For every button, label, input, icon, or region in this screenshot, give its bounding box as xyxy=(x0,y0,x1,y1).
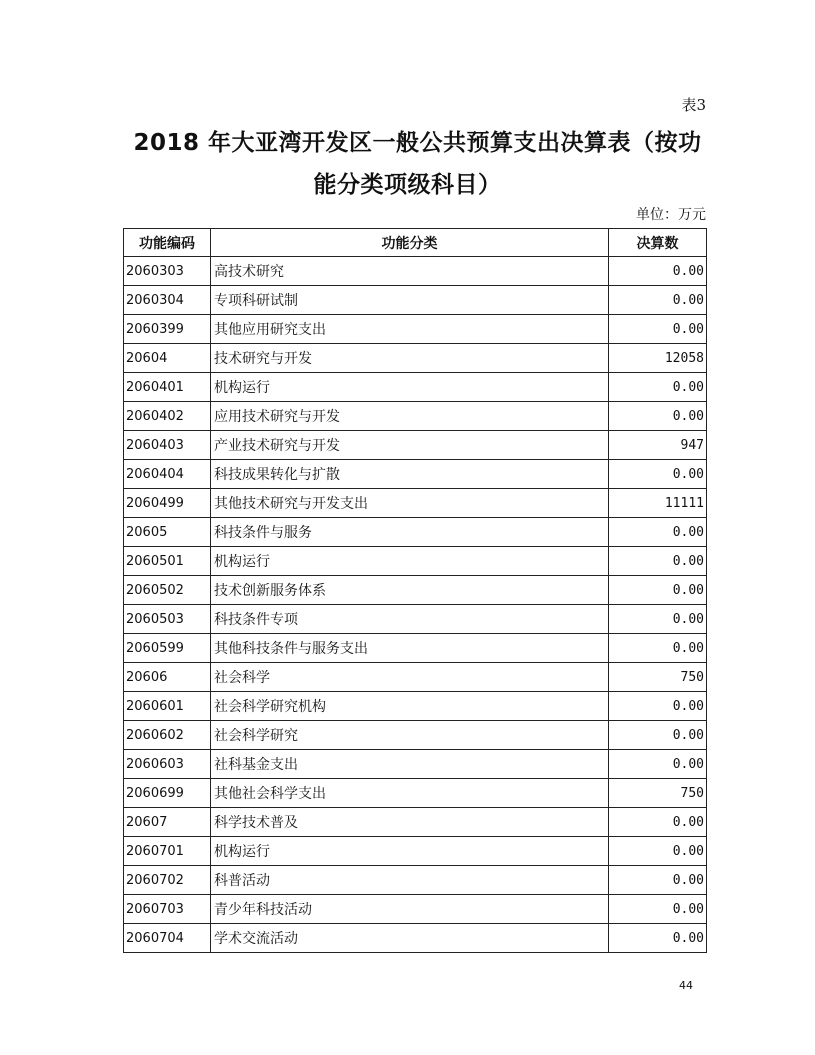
page-title: 2018 年大亚湾开发区一般公共预算支出决算表（按功 xyxy=(133,130,702,156)
cell-code: 20607 xyxy=(124,808,211,837)
cell-code: 20605 xyxy=(124,518,211,547)
table-row xyxy=(124,460,707,489)
cell-code: 2060704 xyxy=(124,924,211,953)
cell-name: 青少年科技活动 xyxy=(211,895,609,924)
cell-name: 应用技术研究与开发 xyxy=(211,402,609,431)
cell-amount: 0.00 xyxy=(609,460,707,489)
cell-code: 20604 xyxy=(124,344,211,373)
cell-amount: 0.00 xyxy=(609,518,707,547)
cell-code: 2060601 xyxy=(124,692,211,721)
cell-name: 技术创新服务体系 xyxy=(211,576,609,605)
page-title-continued: 能分类项级科目） xyxy=(313,172,502,198)
cell-name: 机构运行 xyxy=(211,373,609,402)
cell-name: 科技成果转化与扩散 xyxy=(211,460,609,489)
cell-amount: 0.00 xyxy=(609,866,707,895)
cell-code: 2060401 xyxy=(124,373,211,402)
cell-amount: 0.00 xyxy=(609,286,707,315)
header-amount: 决算数 xyxy=(609,229,707,257)
cell-name: 社科基金支出 xyxy=(211,750,609,779)
table-row xyxy=(124,489,707,518)
table-body xyxy=(124,257,707,953)
cell-name: 社会科学研究 xyxy=(211,721,609,750)
table-row xyxy=(124,634,707,663)
cell-amount: 0.00 xyxy=(609,373,707,402)
cell-name: 机构运行 xyxy=(211,837,609,866)
cell-amount: 0.00 xyxy=(609,576,707,605)
cell-name: 其他技术研究与开发支出 xyxy=(211,489,609,518)
cell-code: 2060303 xyxy=(124,257,211,286)
cell-code: 2060602 xyxy=(124,721,211,750)
table-row xyxy=(124,750,707,779)
cell-name: 专项科研试制 xyxy=(211,286,609,315)
cell-amount: 0.00 xyxy=(609,750,707,779)
cell-name: 高技术研究 xyxy=(211,257,609,286)
table-row xyxy=(124,663,707,692)
table-label: 表3 xyxy=(681,96,706,114)
cell-code: 2060701 xyxy=(124,837,211,866)
table-row xyxy=(124,257,707,286)
cell-amount: 0.00 xyxy=(609,634,707,663)
table-row xyxy=(124,692,707,721)
table-row xyxy=(124,837,707,866)
cell-amount: 12058 xyxy=(609,344,707,373)
cell-code: 2060304 xyxy=(124,286,211,315)
cell-code: 2060599 xyxy=(124,634,211,663)
table-row xyxy=(124,315,707,344)
cell-amount: 0.00 xyxy=(609,547,707,576)
cell-amount: 750 xyxy=(609,663,707,692)
cell-code: 2060402 xyxy=(124,402,211,431)
cell-name: 科技条件与服务 xyxy=(211,518,609,547)
header-name: 功能分类 xyxy=(211,229,609,257)
table-row xyxy=(124,808,707,837)
table-header-row xyxy=(124,229,707,257)
table-row xyxy=(124,779,707,808)
table-row xyxy=(124,866,707,895)
budget-table xyxy=(123,228,707,953)
cell-name: 机构运行 xyxy=(211,547,609,576)
cell-amount: 0.00 xyxy=(609,402,707,431)
cell-amount: 0.00 xyxy=(609,721,707,750)
table-row xyxy=(124,547,707,576)
table-row xyxy=(124,605,707,634)
cell-code: 2060501 xyxy=(124,547,211,576)
cell-code: 2060403 xyxy=(124,431,211,460)
cell-name: 产业技术研究与开发 xyxy=(211,431,609,460)
table-row xyxy=(124,924,707,953)
cell-name: 科技条件专项 xyxy=(211,605,609,634)
table-row xyxy=(124,721,707,750)
table-row xyxy=(124,576,707,605)
table-row xyxy=(124,402,707,431)
page-number: 44 xyxy=(679,979,693,992)
cell-amount: 0.00 xyxy=(609,692,707,721)
cell-code: 2060703 xyxy=(124,895,211,924)
table-row xyxy=(124,373,707,402)
cell-code: 2060702 xyxy=(124,866,211,895)
cell-code: 2060603 xyxy=(124,750,211,779)
cell-name: 社会科学 xyxy=(211,663,609,692)
cell-amount: 0.00 xyxy=(609,895,707,924)
cell-code: 20606 xyxy=(124,663,211,692)
cell-amount: 947 xyxy=(609,431,707,460)
cell-amount: 0.00 xyxy=(609,837,707,866)
cell-amount: 11111 xyxy=(609,489,707,518)
cell-code: 2060699 xyxy=(124,779,211,808)
cell-name: 其他科技条件与服务支出 xyxy=(211,634,609,663)
cell-name: 社会科学研究机构 xyxy=(211,692,609,721)
cell-name: 其他社会科学支出 xyxy=(211,779,609,808)
cell-amount: 0.00 xyxy=(609,257,707,286)
cell-code: 2060499 xyxy=(124,489,211,518)
cell-code: 2060502 xyxy=(124,576,211,605)
cell-name: 学术交流活动 xyxy=(211,924,609,953)
table-row xyxy=(124,431,707,460)
cell-amount: 0.00 xyxy=(609,605,707,634)
table-row xyxy=(124,286,707,315)
cell-code: 2060503 xyxy=(124,605,211,634)
unit-label: 单位：万元 xyxy=(636,207,706,223)
cell-code: 2060399 xyxy=(124,315,211,344)
cell-code: 2060404 xyxy=(124,460,211,489)
cell-amount: 750 xyxy=(609,779,707,808)
cell-name: 技术研究与开发 xyxy=(211,344,609,373)
cell-name: 科学技术普及 xyxy=(211,808,609,837)
cell-name: 其他应用研究支出 xyxy=(211,315,609,344)
table-row xyxy=(124,518,707,547)
cell-amount: 0.00 xyxy=(609,924,707,953)
table-row xyxy=(124,344,707,373)
cell-amount: 0.00 xyxy=(609,315,707,344)
table-row xyxy=(124,895,707,924)
header-code: 功能编码 xyxy=(124,229,211,257)
cell-name: 科普活动 xyxy=(211,866,609,895)
cell-amount: 0.00 xyxy=(609,808,707,837)
